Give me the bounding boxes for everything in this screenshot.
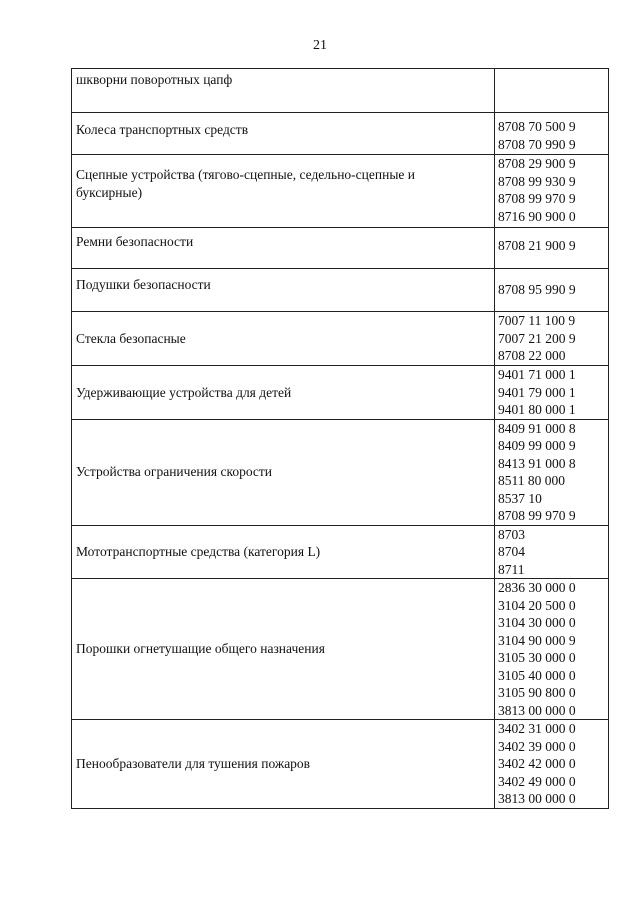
product-name: Стекла безопасные: [76, 330, 186, 346]
code-value: 3813 00 000 0: [498, 791, 576, 806]
product-name: Мототранспортные средства (категория L): [76, 544, 321, 559]
product-name: Порошки огнетушащие общего назначения: [76, 641, 325, 657]
code-value: 8511 80 000: [498, 473, 565, 488]
product-name: Ремни безопасности: [76, 234, 194, 249]
code-value: 3104 90 000 9: [498, 632, 576, 648]
product-name: Сцепные устройства (тягово-сцепные, седельно-сцепные и буксирные): [76, 167, 415, 200]
code-cell: [495, 419, 609, 525]
code-value: 3105 30 000 0: [498, 650, 576, 665]
table-row: [72, 269, 609, 312]
product-name: Удерживающие устройства для детей: [76, 384, 292, 400]
code-value: 8708 99 930 9: [498, 173, 576, 189]
table-row: [72, 525, 609, 579]
code-cell: [495, 366, 609, 420]
code-value: 8708 21 900 9: [498, 238, 576, 253]
product-code-table: [71, 68, 609, 809]
code-value: 8703: [498, 526, 525, 542]
code-cell: [495, 228, 609, 269]
code-value: 3104 30 000 0: [498, 615, 576, 630]
code-value: 3402 39 000 0: [498, 738, 576, 754]
product-name-cell: [72, 269, 495, 312]
code-value: 9401 79 000 1: [498, 384, 576, 400]
table-row: [72, 69, 609, 113]
table-row: [72, 312, 609, 366]
table-row: [72, 155, 609, 228]
code-value: 7007 21 200 9: [498, 330, 576, 346]
table-row: [72, 113, 609, 155]
product-name-cell: [72, 69, 495, 113]
product-name: шкворни поворотных цапф: [76, 72, 233, 87]
code-value: 3105 40 000 0: [498, 667, 576, 683]
code-cell: [495, 720, 609, 809]
code-cell: [495, 113, 609, 155]
code-value: 8711: [498, 561, 525, 577]
code-value: 8409 99 000 9: [498, 438, 576, 453]
code-cell: [495, 269, 609, 312]
table-row: [72, 366, 609, 420]
code-value: 8708 99 970 9: [498, 191, 576, 206]
product-name: Пенообразователи для тушения пожаров: [76, 756, 311, 771]
code-value: 8708 95 990 9: [498, 282, 576, 297]
code-cell: [495, 312, 609, 366]
page-number: 21: [313, 38, 327, 53]
product-name-cell: [72, 419, 495, 525]
code-value: 7007 11 100 9: [498, 313, 576, 328]
code-value: 9401 80 000 1: [498, 402, 576, 417]
product-name-cell: [72, 113, 495, 155]
code-value: 9401 71 000 1: [498, 367, 576, 382]
table-row: [72, 419, 609, 525]
code-cell: [495, 579, 609, 720]
code-value: 8716 90 900 0: [498, 208, 576, 224]
code-value: 8413 91 000 8: [498, 455, 576, 471]
code-value: 8708 22 000: [498, 348, 566, 363]
code-cell: [495, 155, 609, 228]
product-name-cell: [72, 228, 495, 269]
product-name: Колеса транспортных средств: [76, 122, 249, 137]
code-value: 3402 42 000 0: [498, 756, 576, 771]
code-value: 8409 91 000 8: [498, 420, 576, 436]
code-cell: [495, 525, 609, 579]
table-row: [72, 228, 609, 269]
product-name: Устройства ограничения скорости: [76, 464, 273, 480]
table-row: [72, 579, 609, 720]
code-value: 3105 90 800 0: [498, 685, 576, 700]
code-value: 3813 00 000 0: [498, 702, 576, 718]
code-value: 8708 29 900 9: [498, 156, 576, 171]
code-value: 8708 70 990 9: [498, 136, 576, 152]
code-value: 2836 30 000 0: [498, 580, 576, 595]
code-value: 3402 49 000 0: [498, 773, 576, 789]
product-name: Подушки безопасности: [76, 277, 211, 292]
table-row: [72, 720, 609, 809]
product-name-cell: [72, 155, 495, 228]
code-value: 8708 70 500 9: [498, 119, 576, 134]
product-name-cell: [72, 579, 495, 720]
product-name-cell: [72, 525, 495, 579]
code-value: 8537 10: [498, 490, 542, 506]
code-cell: [495, 69, 609, 113]
product-name-cell: [72, 312, 495, 366]
code-value: 3402 31 000 0: [498, 721, 576, 736]
code-value: 3104 20 500 0: [498, 597, 576, 613]
product-name-cell: [72, 720, 495, 809]
product-name-cell: [72, 366, 495, 420]
code-value: 8704: [498, 544, 525, 559]
code-value: 8708 99 970 9: [498, 508, 576, 523]
